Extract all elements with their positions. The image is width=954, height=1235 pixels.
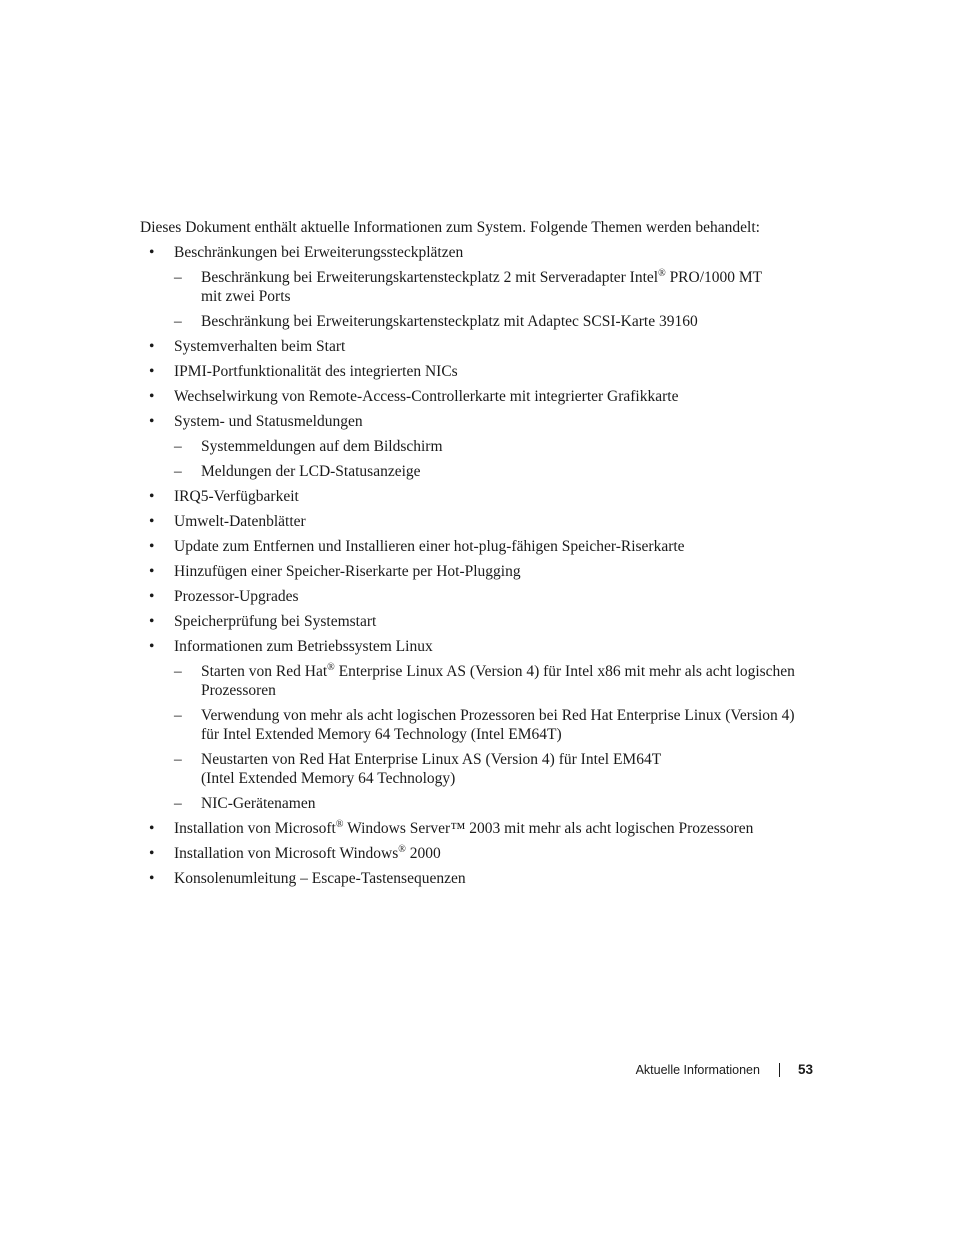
topic-label-text: Installation von Microsoft Windows (174, 845, 399, 862)
bullet-glyph: • (149, 413, 155, 430)
bullet-glyph: • (149, 388, 155, 405)
topic-label-text: Speicherprüfung bei Systemstart (174, 613, 377, 630)
subtopic-tail: PRO/1000 MT (665, 269, 763, 286)
topic-label (174, 588, 299, 605)
topic-item (140, 869, 820, 888)
topic-label (174, 638, 433, 655)
subtopic-list (174, 662, 820, 813)
topic-label-text: Informationen zum Betriebssystem Linux (174, 638, 433, 655)
subtopic-label (201, 463, 421, 480)
topic-label (174, 413, 363, 430)
bullet-glyph: • (149, 638, 155, 655)
dash-glyph: – (174, 795, 182, 812)
bullet-glyph: • (149, 244, 155, 261)
subtopic-item (174, 794, 820, 813)
subtopic-item (174, 462, 820, 481)
page-number: 53 (797, 1062, 813, 1077)
subtopic-text: Starten von Red Hat (201, 663, 328, 680)
topic-label-tail: Windows Server™ 2003 mit mehr als acht logischen Prozessoren (343, 820, 754, 837)
topic-label (174, 244, 463, 261)
registered-mark: ® (658, 267, 666, 279)
subtopic-label (201, 438, 443, 455)
subtopic-item (174, 706, 820, 744)
dash-glyph: – (174, 313, 182, 330)
topic-item (140, 337, 820, 356)
dash-glyph: – (174, 707, 182, 724)
topic-label (174, 538, 685, 555)
bullet-glyph: • (149, 588, 155, 605)
subtopic-item (174, 437, 820, 456)
dash-glyph: – (174, 663, 182, 680)
topic-item (140, 637, 820, 813)
topic-label-tail: 2000 (405, 845, 441, 862)
intro-paragraph: Dieses Dokument enthält aktuelle Informationen zum System. Folgende Themen werden behandelt: (140, 219, 760, 236)
subtopic-continuation: (Intel Extended Memory 64 Technology) (201, 770, 456, 787)
subtopic-list (174, 437, 820, 481)
subtopic-label (201, 795, 315, 812)
registered-mark: ® (398, 843, 406, 855)
registered-mark: ® (327, 661, 335, 673)
topic-label-text: Konsolenumleitung – Escape-Tastensequenzen (174, 870, 466, 887)
topic-label-text: System- und Statusmeldungen (174, 413, 363, 430)
topic-label (174, 388, 678, 405)
subtopic-label (201, 663, 795, 699)
subtopic-text: Systemmeldungen auf dem Bildschirm (201, 438, 443, 455)
topic-label (174, 338, 345, 355)
bullet-glyph: • (149, 538, 155, 555)
subtopic-continuation: Prozessoren (201, 682, 276, 699)
dash-glyph: – (174, 463, 182, 480)
bullet-glyph: • (149, 488, 155, 505)
topic-label (174, 820, 753, 837)
topic-label-text: Prozessor-Upgrades (174, 588, 299, 605)
topic-label-text: IRQ5-Verfügbarkeit (174, 488, 299, 505)
subtopic-text: Neustarten von Red Hat Enterprise Linux AS (Version 4) für Intel EM64T (201, 751, 662, 768)
topic-item (140, 362, 820, 381)
topic-label-text: Wechselwirkung von Remote-Access-Controllerkarte mit integrierter Grafikkarte (174, 388, 679, 405)
subtopic-continuation: mit zwei Ports (201, 288, 291, 305)
topic-item (140, 487, 820, 506)
subtopic-text: NIC-Gerätenamen (201, 795, 316, 812)
subtopic-item (174, 662, 820, 700)
topic-label-text: Umwelt-Datenblätter (174, 513, 306, 530)
dash-glyph: – (174, 438, 182, 455)
topic-label (174, 870, 466, 887)
topic-item (140, 537, 820, 556)
topic-label (174, 513, 306, 530)
topic-list (140, 243, 820, 894)
subtopic-text: Beschränkung bei Erweiterungskartensteckplatz mit Adaptec SCSI-Karte 39160 (201, 313, 698, 330)
registered-mark: ® (335, 818, 344, 830)
topic-item (140, 844, 820, 863)
topic-label-text: Beschränkungen bei Erweiterungssteckplätzen (174, 244, 464, 261)
subtopic-text: Meldungen der LCD-Statusanzeige (201, 463, 421, 480)
subtopic-label (201, 313, 698, 330)
topic-item (140, 587, 820, 606)
bullet-glyph: • (149, 845, 155, 862)
topic-label (174, 488, 299, 505)
subtopic-text: Beschränkung bei Erweiterungskartensteckplatz 2 mit Serveradapter Intel (201, 269, 659, 286)
topic-label (174, 613, 376, 630)
footer-section-title: Aktuelle Informationen (635, 1063, 760, 1077)
subtopic-text: Verwendung von mehr als acht logischen Prozessoren bei Red Hat Enterprise Linux (Version 4) (201, 707, 795, 724)
footer-separator (779, 1063, 780, 1077)
topic-label (174, 845, 441, 862)
bullet-glyph: • (149, 613, 155, 630)
subtopic-label (201, 707, 795, 743)
dash-glyph: – (174, 751, 182, 768)
topic-item (140, 243, 820, 331)
subtopic-item (174, 750, 820, 788)
subtopic-item (174, 312, 820, 331)
bullet-glyph: • (149, 870, 155, 887)
subtopic-label (201, 751, 661, 787)
bullet-glyph: • (149, 338, 155, 355)
bullet-glyph: • (149, 513, 155, 530)
bullet-glyph: • (149, 363, 155, 380)
topic-label-text: Systemverhalten beim Start (174, 338, 346, 355)
topic-label-text: Hinzufügen einer Speicher-Riserkarte per Hot-Plugging (174, 563, 521, 580)
topic-item (140, 612, 820, 631)
bullet-glyph: • (149, 820, 155, 837)
topic-label-text: Installation von Microsoft (174, 820, 336, 837)
subtopic-label (201, 269, 762, 305)
topic-item (140, 512, 820, 531)
topic-item (140, 412, 820, 481)
topic-label (174, 563, 521, 580)
topic-item (140, 387, 820, 406)
subtopic-tail: Enterprise Linux AS (Version 4) für Intel x86 mit mehr als acht logischen (334, 663, 795, 680)
topic-label-text: IPMI-Portfunktionalität des integrierten NICs (174, 363, 458, 380)
topic-item (140, 562, 820, 581)
subtopic-list (174, 268, 820, 331)
dash-glyph: – (174, 269, 182, 286)
subtopic-continuation: für Intel Extended Memory 64 Technology (Intel EM64T) (201, 726, 562, 743)
bullet-glyph: • (149, 563, 155, 580)
topic-item (140, 819, 820, 838)
subtopic-item (174, 268, 820, 306)
page-footer (636, 1062, 813, 1078)
topic-label-text: Update zum Entfernen und Installieren einer hot-plug-fähigen Speicher-Riserkarte (174, 538, 685, 555)
topic-label (174, 363, 458, 380)
